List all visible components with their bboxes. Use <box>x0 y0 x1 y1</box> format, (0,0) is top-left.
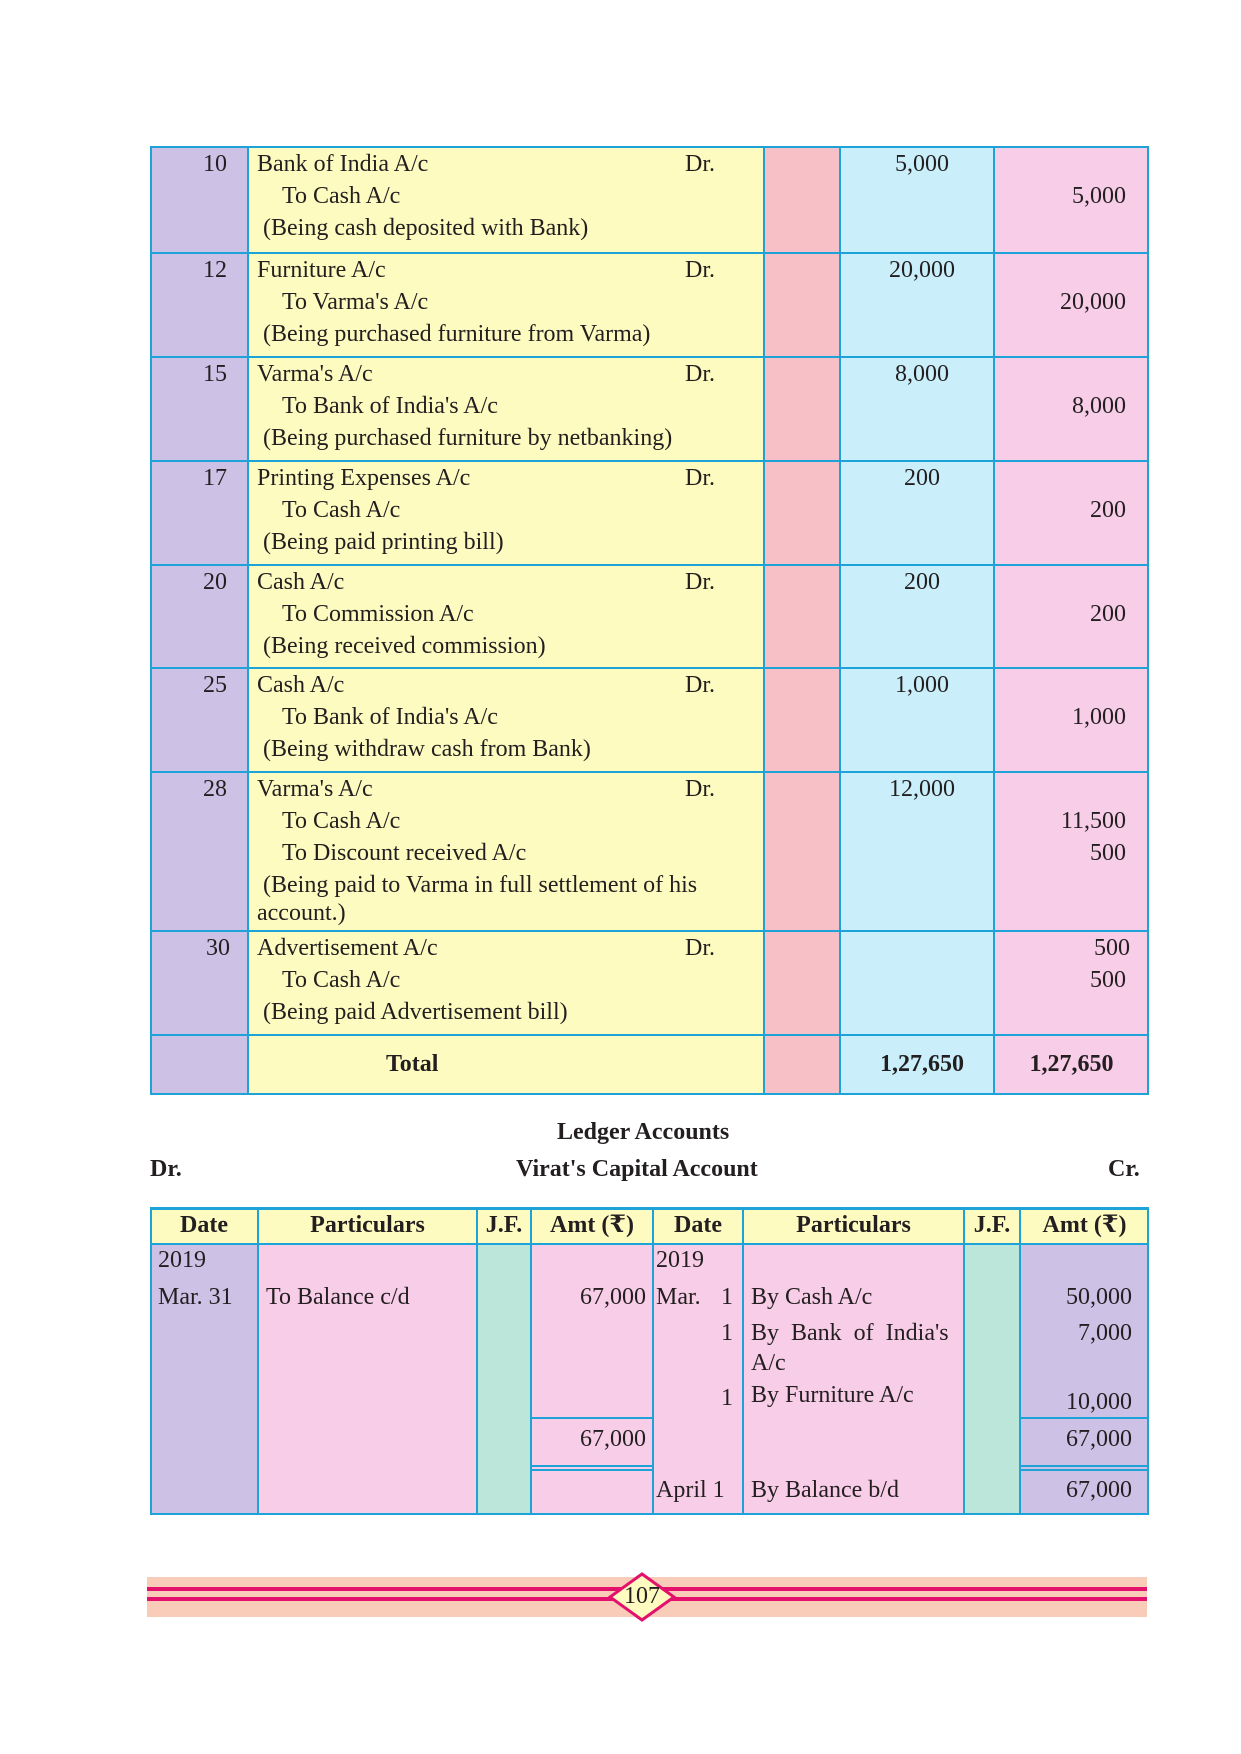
entry-credit-account: To Cash A/c <box>282 967 401 993</box>
entry-dr-label: Dr. <box>685 257 715 283</box>
entry-narration: (Being purchased furniture from Varma) <box>263 321 651 347</box>
entry-credit-account: To Cash A/c <box>282 497 401 523</box>
entry-credit-account: To Bank of India's A/c <box>282 704 498 730</box>
debit-particulars: To Balance c/d <box>266 1284 410 1310</box>
debit-year: 2019 <box>158 1247 206 1273</box>
entry-credit-amount: 8,000 <box>1072 393 1126 419</box>
entry-credit-amount: 500 <box>1090 840 1126 866</box>
entry-credit-account: To Cash A/c <box>282 808 401 834</box>
entry-debit-account: Cash A/c <box>257 672 345 698</box>
credit-total: 67,000 <box>1066 1426 1132 1452</box>
debit-total: 67,000 <box>580 1426 646 1452</box>
entry-date: 15 <box>203 361 227 387</box>
ledger-header-amount: Amt (₹) <box>550 1212 634 1238</box>
entry-debit-amount: 200 <box>904 465 940 491</box>
ledger-table <box>150 1207 1149 1515</box>
entry-dr-label: Dr. <box>685 672 715 698</box>
entry-credit-account: To Discount received A/c <box>282 840 527 866</box>
ledger-header-jf: J.F. <box>485 1212 523 1238</box>
credit-amount: 50,000 <box>1066 1284 1132 1310</box>
entry-debit-amount: 5,000 <box>895 151 949 177</box>
entry-debit-account: Advertisement A/c <box>257 935 438 961</box>
credit-day: 1 <box>721 1284 733 1310</box>
debit-amount: 67,000 <box>580 1284 646 1310</box>
entry-date: 30 <box>206 935 230 961</box>
ledger-dr-label: Dr. <box>150 1156 182 1182</box>
journal-table <box>150 146 1149 1095</box>
entry-narration: (Being paid to Varma in full settlement of his <box>263 872 698 898</box>
entry-credit-amount: 20,000 <box>1060 289 1126 315</box>
balance-bd-particulars: By Balance b/d <box>751 1477 899 1503</box>
balance-bd-amount: 67,000 <box>1066 1477 1132 1503</box>
journal-lf-column <box>764 146 840 1095</box>
entry-credit-account: To Cash A/c <box>282 183 401 209</box>
entry-debit-amount: 8,000 <box>895 361 949 387</box>
entry-date: 20 <box>203 569 227 595</box>
ledger-account-title: Virat's Capital Account <box>516 1156 758 1182</box>
entry-dr-label: Dr. <box>685 935 715 961</box>
entry-date: 25 <box>203 672 227 698</box>
entry-narration: (Being paid Advertisement bill) <box>263 999 568 1025</box>
entry-date: 12 <box>203 257 227 283</box>
entry-credit-account: To Bank of India's A/c <box>282 393 498 419</box>
entry-debit-amount: 20,000 <box>889 257 955 283</box>
entry-credit-amount: 200 <box>1090 497 1126 523</box>
debit-date: Mar. 31 <box>158 1284 233 1310</box>
entry-narration: (Being purchased furniture by netbanking) <box>263 425 673 451</box>
entry-debit-account: Varma's A/c <box>257 361 373 387</box>
entry-debit-amount: 500 <box>1094 935 1130 961</box>
entry-credit-amount: 11,500 <box>1060 808 1126 834</box>
page-number: 107 <box>624 1583 660 1609</box>
ledger-header-jf: J.F. <box>973 1212 1011 1238</box>
entry-narration: (Being cash deposited with Bank) <box>263 215 589 241</box>
credit-amount: 10,000 <box>1066 1389 1132 1415</box>
entry-narration: (Being paid printing bill) <box>263 529 504 555</box>
ledger-heading: Ledger Accounts <box>557 1119 730 1145</box>
entry-narration: (Being received commission) <box>263 633 546 659</box>
entry-narration-continued: account.) <box>257 900 346 926</box>
total-debit: 1,27,650 <box>880 1051 964 1077</box>
entry-credit-amount: 500 <box>1090 967 1126 993</box>
entry-dr-label: Dr. <box>685 465 715 491</box>
entry-debit-account: Printing Expenses A/c <box>257 465 471 491</box>
entry-dr-label: Dr. <box>685 776 715 802</box>
entry-narration: (Being withdraw cash from Bank) <box>263 736 591 762</box>
ledger-header-amount: Amt (₹) <box>1042 1212 1127 1238</box>
credit-amount: 7,000 <box>1078 1320 1132 1346</box>
entry-credit-amount: 1,000 <box>1072 704 1126 730</box>
entry-debit-amount: 200 <box>904 569 940 595</box>
ledger-header-date: Date <box>180 1212 228 1238</box>
entry-credit-amount: 5,000 <box>1072 183 1126 209</box>
credit-day: 1 <box>721 1320 733 1346</box>
entry-debit-amount: 1,000 <box>895 672 949 698</box>
entry-debit-account: Bank of India A/c <box>257 151 429 177</box>
ledger-cr-label: Cr. <box>1108 1156 1140 1182</box>
credit-month: Mar. <box>656 1284 701 1310</box>
ledger-header-particulars: Particulars <box>796 1212 911 1238</box>
entry-dr-label: Dr. <box>685 569 715 595</box>
ledger-header-particulars: Particulars <box>310 1212 425 1238</box>
credit-day: 1 <box>721 1385 733 1411</box>
entry-debit-amount: 12,000 <box>889 776 955 802</box>
entry-debit-account: Furniture A/c <box>257 257 386 283</box>
total-credit: 1,27,650 <box>1029 1051 1114 1077</box>
entry-date: 17 <box>203 465 227 491</box>
credit-particulars-continued: A/c <box>751 1350 786 1376</box>
ledger-header-date: Date <box>674 1212 722 1238</box>
balance-bd-date: April 1 <box>656 1477 725 1503</box>
credit-particulars: By Bank of India's <box>751 1320 949 1346</box>
entry-credit-account: To Varma's A/c <box>282 289 429 315</box>
entry-date: 10 <box>203 151 227 177</box>
credit-particulars: By Furniture A/c <box>751 1382 914 1408</box>
entry-credit-amount: 200 <box>1090 601 1126 627</box>
credit-year: 2019 <box>656 1247 704 1273</box>
total-label: Total <box>386 1051 439 1077</box>
entry-date: 28 <box>203 776 227 802</box>
credit-particulars: By Cash A/c <box>751 1284 873 1310</box>
entry-dr-label: Dr. <box>685 361 715 387</box>
total-underline <box>840 1093 1149 1095</box>
entry-debit-account: Varma's A/c <box>257 776 373 802</box>
journal-debit-column <box>840 146 994 1095</box>
entry-debit-account: Cash A/c <box>257 569 345 595</box>
entry-credit-account: To Commission A/c <box>282 601 474 627</box>
entry-dr-label: Dr. <box>685 151 715 177</box>
